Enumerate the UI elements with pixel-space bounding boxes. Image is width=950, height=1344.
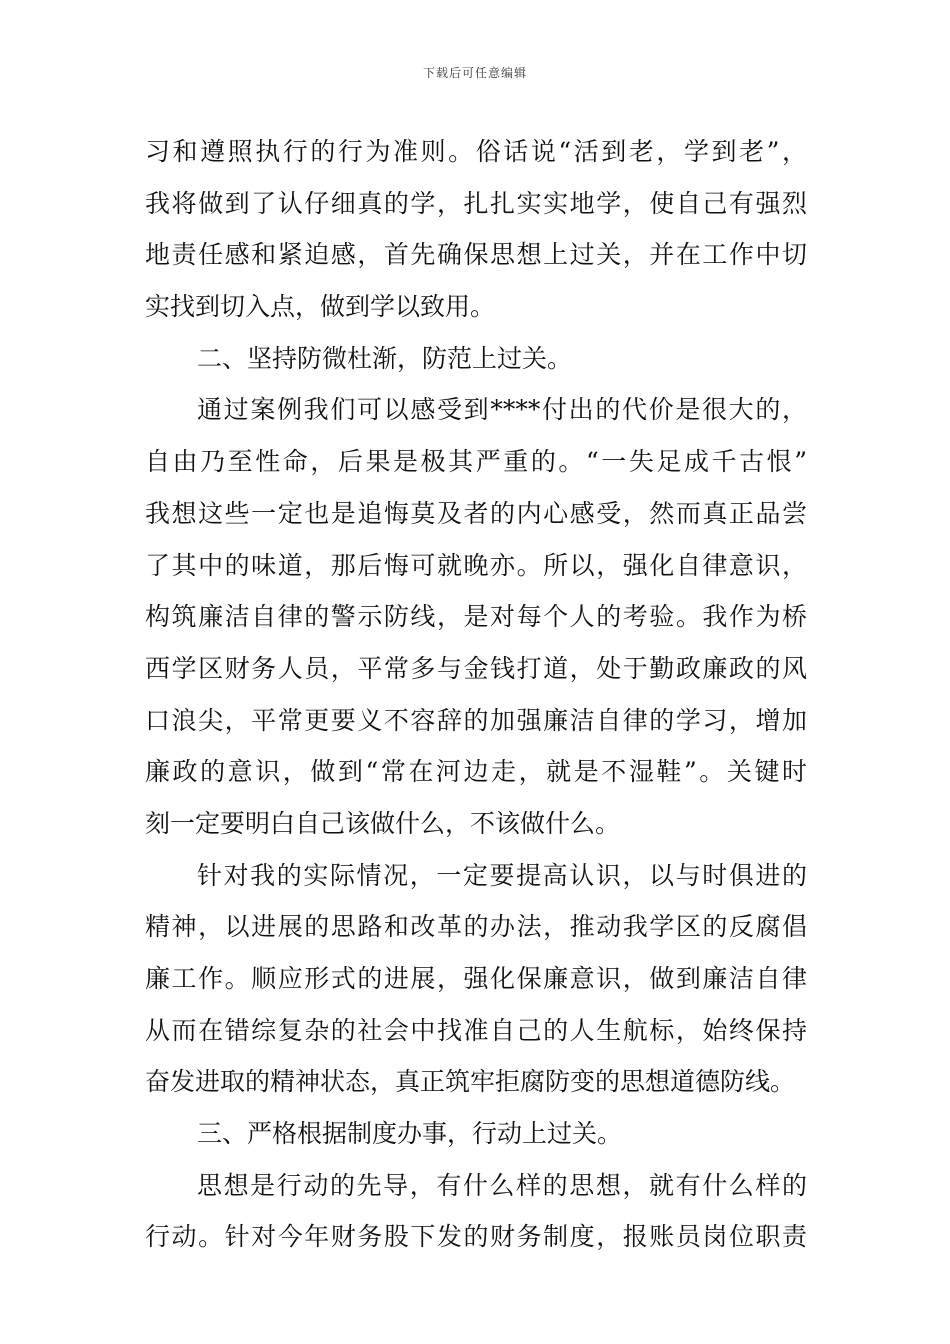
text-line: 精神，以进展的思路和改革的办法，推动我学区的反腐倡 — [145, 912, 807, 942]
text-line: 自由乃至性命，后果是极其严重的。“一失足成千古恨” — [145, 447, 807, 477]
text-line: 廉工作。顺应形式的进展，强化保廉意识，做到廉洁自律 — [145, 964, 807, 993]
document-body — [145, 126, 807, 1263]
text-line: 我想这些一定也是追悔莫及者的内心感受，然而真正品尝 — [145, 498, 807, 528]
page-header: 下载后可任意编辑 — [422, 66, 527, 80]
text-line: 了其中的味道，那后悔可就晚亦。所以，强化自律意识， — [145, 550, 807, 580]
text-line: 思想是行动的先导，有什么样的思想，就有什么样的 — [197, 1170, 807, 1200]
text-line: 通过案例我们可以感受到****付出的代价是很大的， — [197, 395, 807, 425]
text-line: 地责任感和紧迫感，首先确保思想上过关，并在工作中切 — [145, 240, 807, 270]
text-line: 我将做到了认仔细真的学，扎扎实实地学，使自己有强烈 — [145, 188, 807, 218]
text-line: 从而在错综复杂的社会中找准自己的人生航标，始终保持 — [145, 1015, 807, 1045]
text-line: 习和遵照执行的行为准则。俗话说“活到老，学到老”， — [145, 137, 807, 166]
text-line: 针对我的实际情况，一定要提高认识，以与时俱进的 — [197, 860, 807, 890]
text-line: 构筑廉洁自律的警示防线，是对每个人的考验。我作为桥 — [145, 602, 807, 632]
text-line: 二、坚持防微杜渐，防范上过关。 — [197, 343, 573, 373]
text-line: 口浪尖，平常更要义不容辞的加强廉洁自律的学习，增加 — [145, 705, 807, 735]
text-line: 三、严格根据制度办事，行动上过关。 — [197, 1119, 623, 1149]
text-line: 廉政的意识，做到“常在河边走，就是不湿鞋”。关键时 — [145, 757, 807, 787]
text-line: 实找到切入点，做到学以致用。 — [145, 292, 496, 322]
text-line: 刻一定要明白自己该做什么，不该做什么。 — [145, 808, 621, 838]
text-line: 行动。针对今年财务股下发的财务制度，报账员岗位职责 — [145, 1222, 807, 1252]
text-line: 西学区财务人员，平常多与金钱打道，处于勤政廉政的风 — [145, 653, 807, 683]
text-line: 奋发进取的精神状态，真正筑牢拒腐防变的思想道德防线。 — [145, 1067, 796, 1097]
